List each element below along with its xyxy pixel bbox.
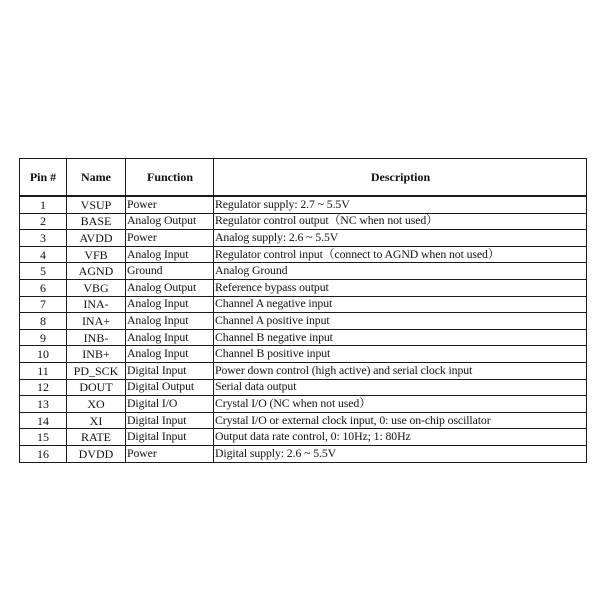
pin-description-cell: Channel A negative input (214, 296, 587, 313)
header-row (20, 159, 587, 197)
pin-number-cell: 10 (20, 346, 67, 363)
pin-name-cell: RATE (67, 429, 126, 446)
pin-name-cell: INB- (67, 329, 126, 346)
pin-function-cell: Power (126, 196, 214, 213)
pin-description-cell: Analog supply: 2.6 ~ 5.5V (214, 230, 587, 247)
pin-name-cell: INB+ (67, 346, 126, 363)
pin-number-cell: 1 (20, 196, 67, 213)
table-row (20, 396, 587, 413)
pin-function-cell: Analog Output (126, 213, 214, 230)
pin-function-cell: Analog Output (126, 279, 214, 296)
pin-name-cell: AVDD (67, 230, 126, 247)
pin-description-cell: Channel B negative input (214, 329, 587, 346)
pin-description-cell: Regulator control input（connect to AGND when not used） (214, 246, 587, 263)
pin-description-cell: Regulator control output（NC when not used） (214, 213, 587, 230)
header-function: Function (126, 159, 214, 197)
table-body (20, 196, 587, 462)
pin-number-cell: 16 (20, 445, 67, 462)
pin-name-cell: DVDD (67, 445, 126, 462)
pin-function-cell: Analog Input (126, 246, 214, 263)
header-pin: Pin # (20, 159, 67, 197)
pin-name-cell: PD_SCK (67, 362, 126, 379)
pin-name-cell: XI (67, 412, 126, 429)
pin-description-cell: Digital supply: 2.6 ~ 5.5V (214, 445, 587, 462)
pin-number-cell: 12 (20, 379, 67, 396)
pin-name-cell: BASE (67, 213, 126, 230)
pin-name-cell: AGND (67, 263, 126, 280)
pin-name-cell: XO (67, 396, 126, 413)
pin-name-cell: VSUP (67, 196, 126, 213)
table-row (20, 213, 587, 230)
pin-function-cell: Digital I/O (126, 396, 214, 413)
pin-name-cell: INA+ (67, 313, 126, 330)
pin-function-cell: Digital Output (126, 379, 214, 396)
pin-function-cell: Digital Input (126, 362, 214, 379)
pin-number-cell: 5 (20, 263, 67, 280)
pin-number-cell: 14 (20, 412, 67, 429)
pin-description-cell: Analog Ground (214, 263, 587, 280)
header-name: Name (67, 159, 126, 197)
table-row (20, 412, 587, 429)
pin-function-cell: Power (126, 230, 214, 247)
pin-function-cell: Digital Input (126, 429, 214, 446)
table-row (20, 263, 587, 280)
pin-description-cell: Regulator supply: 2.7 ~ 5.5V (214, 196, 587, 213)
header-description: Description (214, 159, 587, 197)
pin-description-cell: Power down control (high active) and serial clock input (214, 362, 587, 379)
pin-number-cell: 15 (20, 429, 67, 446)
pin-function-cell: Analog Input (126, 329, 214, 346)
pin-description-cell: Channel A positive input (214, 313, 587, 330)
table-row (20, 279, 587, 296)
table-row (20, 313, 587, 330)
pin-name-cell: INA- (67, 296, 126, 313)
pin-function-cell: Analog Input (126, 313, 214, 330)
pin-name-cell: VFB (67, 246, 126, 263)
pin-description-cell: Crystal I/O (NC when not used） (214, 396, 587, 413)
table-row (20, 362, 587, 379)
pin-description-cell: Reference bypass output (214, 279, 587, 296)
pin-description-cell: Serial data output (214, 379, 587, 396)
table-row (20, 379, 587, 396)
pin-description-cell: Crystal I/O or external clock input, 0: use on-chip oscillator (214, 412, 587, 429)
pin-description-cell: Channel B positive input (214, 346, 587, 363)
pin-function-cell: Analog Input (126, 346, 214, 363)
table-row (20, 346, 587, 363)
table-row (20, 429, 587, 446)
pin-number-cell: 13 (20, 396, 67, 413)
table-row (20, 230, 587, 247)
pin-number-cell: 2 (20, 213, 67, 230)
table-row (20, 445, 587, 462)
pin-description-table (19, 158, 587, 463)
pin-number-cell: 6 (20, 279, 67, 296)
pin-name-cell: DOUT (67, 379, 126, 396)
table-row (20, 196, 587, 213)
pin-number-cell: 4 (20, 246, 67, 263)
pin-number-cell: 11 (20, 362, 67, 379)
pin-description-cell: Output data rate control, 0: 10Hz; 1: 80Hz (214, 429, 587, 446)
pin-number-cell: 8 (20, 313, 67, 330)
table-row (20, 329, 587, 346)
pin-function-cell: Power (126, 445, 214, 462)
pin-number-cell: 3 (20, 230, 67, 247)
pin-function-cell: Analog Input (126, 296, 214, 313)
pin-function-cell: Ground (126, 263, 214, 280)
pin-name-cell: VBG (67, 279, 126, 296)
table-row (20, 246, 587, 263)
pin-number-cell: 9 (20, 329, 67, 346)
table-header (20, 159, 587, 197)
pin-function-cell: Digital Input (126, 412, 214, 429)
pin-number-cell: 7 (20, 296, 67, 313)
table-row (20, 296, 587, 313)
